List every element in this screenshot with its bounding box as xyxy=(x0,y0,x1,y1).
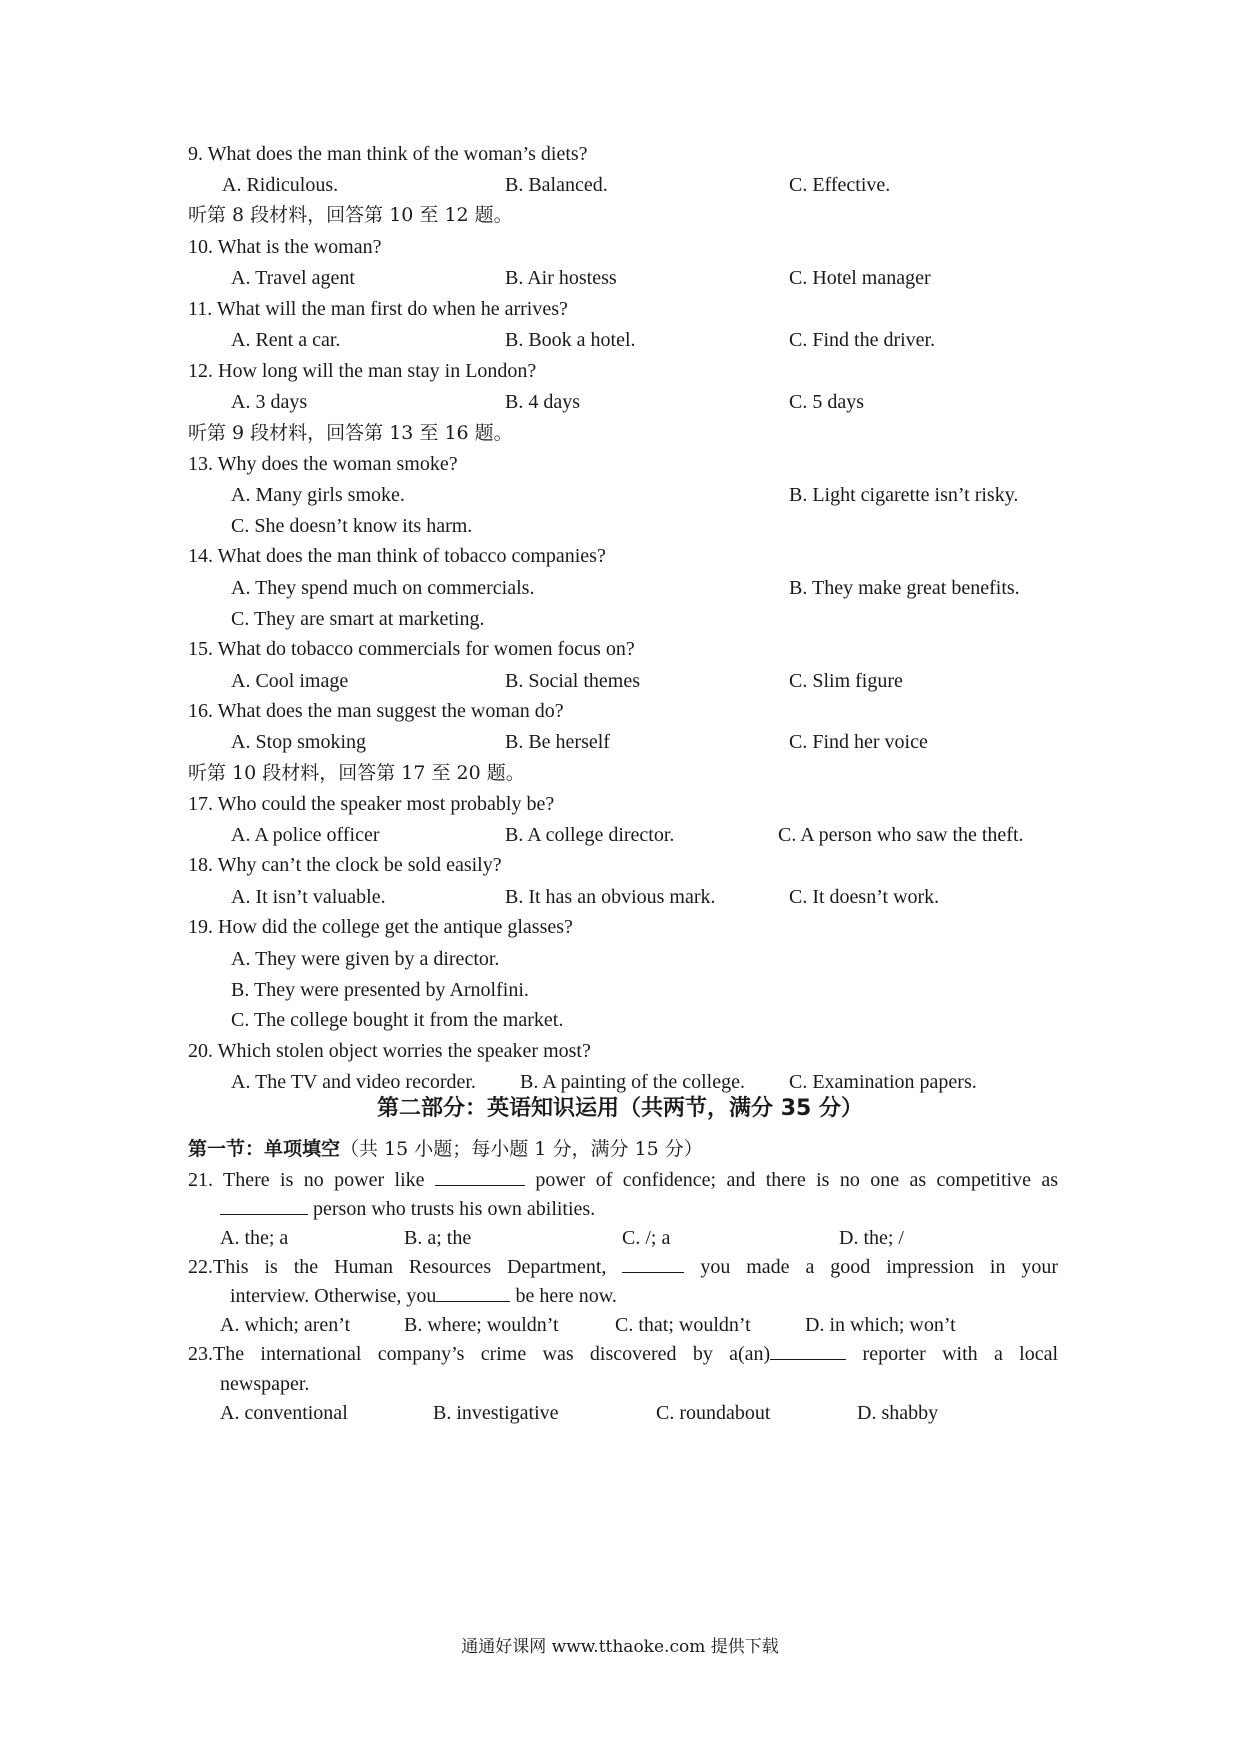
question-13-stem: 13. Why does the woman smoke? xyxy=(188,453,458,475)
question-9-option-c: C. Effective. xyxy=(789,174,891,196)
question-21-option-b: B. a; the xyxy=(404,1227,472,1249)
question-12-option-b: B. 4 days xyxy=(505,391,580,413)
question-20-option-b: B. A painting of the college. xyxy=(520,1071,745,1093)
question-21-option-a: A. the; a xyxy=(220,1227,289,1249)
question-11-option-b: B. Book a hotel. xyxy=(505,329,636,351)
question-11-option-c: C. Find the driver. xyxy=(789,329,936,351)
question-23-text-a: 23.The international company’s crime was discovered by a(an) xyxy=(188,1343,771,1365)
question-19-option-c: C. The college bought it from the market. xyxy=(231,1009,564,1031)
question-17-option-c: C. A person who saw the theft. xyxy=(778,824,1024,846)
question-21-blank-1 xyxy=(435,1167,525,1186)
question-22-option-c: C. that; wouldn’t xyxy=(615,1314,751,1336)
subsection-heading xyxy=(188,1136,703,1162)
question-22-blank-1 xyxy=(622,1254,684,1273)
question-16-option-a: A. Stop smoking xyxy=(231,731,367,753)
question-21-line-2 xyxy=(220,1196,595,1222)
question-18-option-b: B. It has an obvious mark. xyxy=(505,886,716,908)
question-13-option-c: C. She doesn’t know its harm. xyxy=(231,515,473,537)
question-19-option-b: B. They were presented by Arnolfini. xyxy=(231,979,529,1001)
question-22-blank-2 xyxy=(436,1283,510,1302)
question-16-option-c: C. Find her voice xyxy=(789,731,928,753)
question-23-text-b: reporter with a local xyxy=(862,1343,1059,1365)
question-18-stem: 18. Why can’t the clock be sold easily? xyxy=(188,854,502,876)
question-23-option-b: B. investigative xyxy=(433,1402,559,1424)
question-21-text-a: 21. There is no power like xyxy=(188,1169,425,1191)
question-22-line-1 xyxy=(188,1254,1058,1280)
question-22-option-d: D. in which; won’t xyxy=(805,1314,956,1336)
question-20-stem: 20. Which stolen object worries the speaker most? xyxy=(188,1040,591,1062)
question-23-option-a: A. conventional xyxy=(220,1402,348,1424)
question-14-option-c: C. They are smart at marketing. xyxy=(231,608,485,630)
question-21-line-1 xyxy=(188,1167,1058,1193)
question-20-option-c: C. Examination papers. xyxy=(789,1071,977,1093)
question-23-blank-1 xyxy=(770,1341,846,1360)
question-14-option-b: B. They make great benefits. xyxy=(789,577,1020,599)
question-23-line-2: newspaper. xyxy=(220,1373,310,1395)
question-9-option-a: A. Ridiculous. xyxy=(222,174,339,196)
question-15-option-a: A. Cool image xyxy=(231,670,349,692)
question-16-option-b: B. Be herself xyxy=(505,731,610,753)
question-13-option-a: A. Many girls smoke. xyxy=(231,484,405,506)
question-23-option-c: C. roundabout xyxy=(656,1402,771,1424)
question-17-stem: 17. Who could the speaker most probably be? xyxy=(188,793,555,815)
listening-intro-8: 听第 8 段材料，回答第 10 至 12 题。 xyxy=(188,204,513,226)
subsection-heading-detail: （共 15 小题；每小题 1 分，满分 15 分） xyxy=(340,1138,703,1160)
question-10-stem: 10. What is the woman? xyxy=(188,236,382,258)
question-11-stem: 11. What will the man first do when he arrives? xyxy=(188,298,568,320)
question-21-blank-2 xyxy=(220,1196,308,1215)
question-15-stem: 15. What do tobacco commercials for women focus on? xyxy=(188,638,635,660)
question-11-option-a: A. Rent a car. xyxy=(231,329,341,351)
question-22-text-a: 22.This is the Human Resources Department, xyxy=(188,1256,607,1278)
question-19-option-a: A. They were given by a director. xyxy=(231,948,500,970)
question-9-stem: 9. What does the man think of the woman’s diets? xyxy=(188,143,588,165)
question-10-option-c: C. Hotel manager xyxy=(789,267,931,289)
question-17-option-b: B. A college director. xyxy=(505,824,675,846)
question-23-line-1 xyxy=(188,1341,1058,1367)
question-21-text-c: person who trusts his own abilities. xyxy=(313,1198,596,1220)
question-22-text-b: you made a good impression in your xyxy=(700,1256,1059,1278)
question-16-stem: 16. What does the man suggest the woman do? xyxy=(188,700,564,722)
question-23-option-d: D. shabby xyxy=(857,1402,939,1424)
question-15-option-b: B. Social themes xyxy=(505,670,640,692)
question-20-option-a: A. The TV and video recorder. xyxy=(231,1071,476,1093)
question-21-text-b: power of confidence; and there is no one as competitive as xyxy=(535,1169,1059,1191)
listening-intro-9: 听第 9 段材料，回答第 13 至 16 题。 xyxy=(188,422,513,444)
question-9-option-b: B. Balanced. xyxy=(505,174,608,196)
question-22-option-b: B. where; wouldn’t xyxy=(404,1314,559,1336)
question-15-option-c: C. Slim figure xyxy=(789,670,903,692)
question-22-line-2 xyxy=(230,1283,617,1309)
subsection-heading-bold: 第一节：单项填空 xyxy=(188,1138,341,1160)
question-21-option-c: C. /; a xyxy=(622,1227,671,1249)
part2-title: 第二部分：英语知识运用（共两节，满分 35 分） xyxy=(377,1096,863,1121)
question-22-text-c: interview. Otherwise, you xyxy=(230,1285,437,1307)
question-12-option-c: C. 5 days xyxy=(789,391,864,413)
question-12-option-a: A. 3 days xyxy=(231,391,308,413)
question-13-option-b: B. Light cigarette isn’t risky. xyxy=(789,484,1019,506)
question-14-option-a: A. They spend much on commercials. xyxy=(231,577,535,599)
question-19-stem: 19. How did the college get the antique glasses? xyxy=(188,916,573,938)
question-10-option-b: B. Air hostess xyxy=(505,267,617,289)
listening-intro-10: 听第 10 段材料，回答第 17 至 20 题。 xyxy=(188,762,525,784)
question-21-option-d: D. the; / xyxy=(839,1227,904,1249)
question-14-stem: 14. What does the man think of tobacco companies? xyxy=(188,545,606,567)
question-17-option-a: A. A police officer xyxy=(231,824,380,846)
question-22-option-a: A. which; aren’t xyxy=(220,1314,351,1336)
question-22-text-d: be here now. xyxy=(515,1285,617,1307)
page-footer: 通通好课网 www.tthaoke.com 提供下载 xyxy=(461,1637,779,1657)
question-18-option-c: C. It doesn’t work. xyxy=(789,886,940,908)
question-12-stem: 12. How long will the man stay in London? xyxy=(188,360,537,382)
question-10-option-a: A. Travel agent xyxy=(231,267,355,289)
question-18-option-a: A. It isn’t valuable. xyxy=(231,886,386,908)
